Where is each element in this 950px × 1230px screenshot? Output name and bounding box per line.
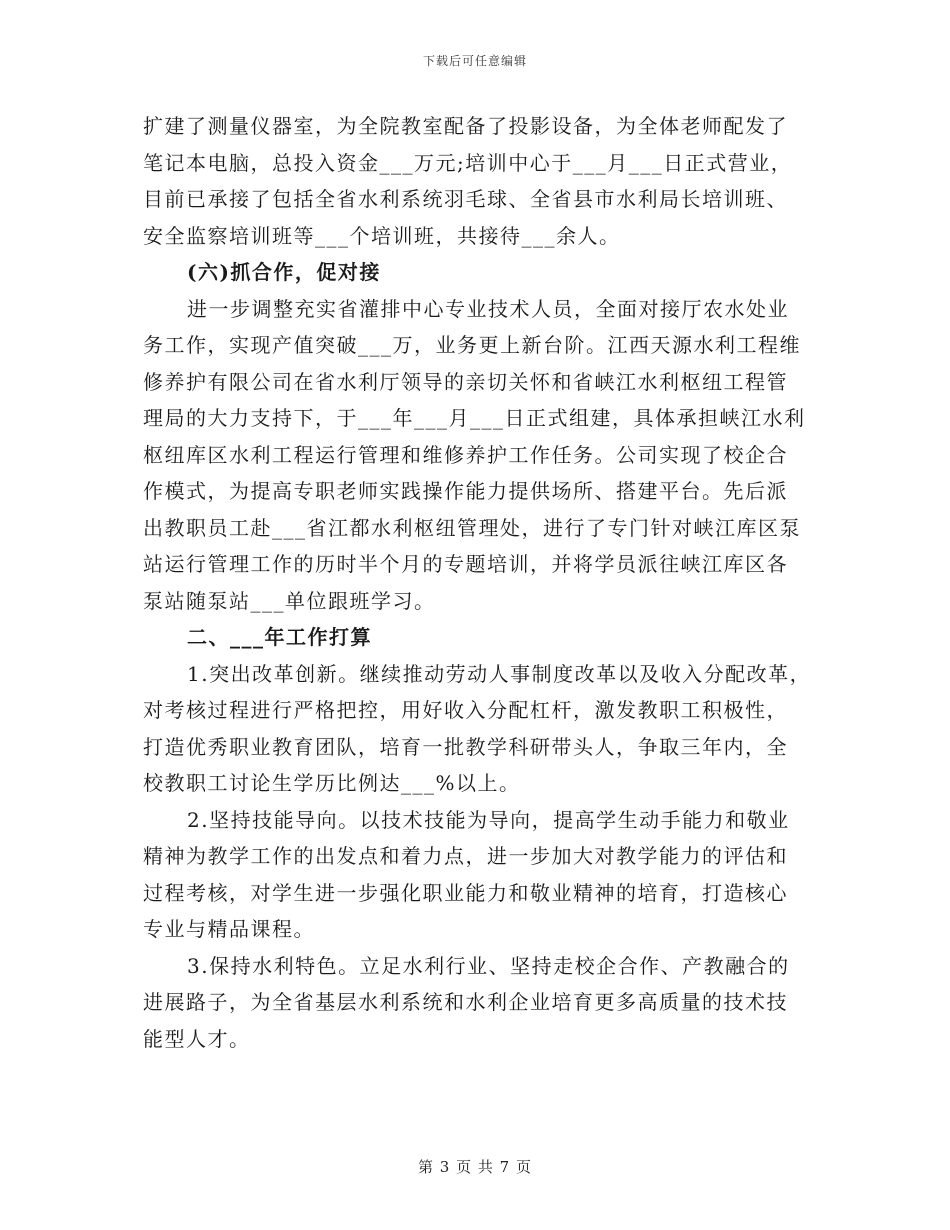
text-line: 笔记本电脑，总投入资金___万元;培训中心于___月___日正式营业，: [143, 150, 793, 175]
section-heading: (六)抓合作，促对接: [187, 260, 381, 284]
page-header: 下载后可任意编辑: [422, 54, 527, 68]
paragraph-first-line: 进一步调整充实省灌排中心专业技术人员，全面对接厅农水处业: [187, 296, 789, 321]
document-body: [143, 108, 813, 1057]
text-line: 站运行管理工作的历时半个月的专题培训，并将学员派往峡江库区各: [143, 552, 788, 576]
text-line: 打造优秀职业教育团队，培育一批教学科研带头人，争取三年内，全: [143, 734, 788, 759]
text-line: 目前已承接了包括全省水利系统羽毛球、全省县市水利局长培训班、: [143, 187, 788, 211]
text-line: 对考核过程进行严格把控，用好收入分配杠杆，激发教职工积极性，: [143, 698, 788, 722]
text-line: 务工作，实现产值突破___万，业务更上新台阶。江西天源水利工程维: [143, 333, 801, 357]
text-line: 校教职工讨论生学历比例达___%以上。: [143, 771, 521, 795]
text-line: 进展路子，为全省基层水利系统和水利企业培育更多高质量的技术技: [143, 990, 788, 1014]
text-line: 修养护有限公司在省水利厅领导的亲切关怀和省峡江水利枢纽工程管: [143, 369, 788, 394]
section-heading: 二、___年工作打算: [187, 625, 372, 649]
paragraph-first-line: 2.坚持技能导向。以技术技能为导向，提高学生动手能力和敬业: [187, 807, 790, 832]
page-number: 第 3 页 共 7 页: [418, 1158, 532, 1176]
text-line: 理局的大力支持下，于___年___月___日正式组建，具体承担峡江水利: [143, 406, 806, 430]
text-line: 出教职员工赴___省江都水利枢纽管理处，进行了专门针对峡江库区泵: [143, 515, 801, 540]
text-line: 过程考核，对学生进一步强化职业能力和敬业精神的培育，打造核心: [143, 880, 788, 905]
text-line: 安全监察培训班等___个培训班，共接待___余人。: [143, 223, 621, 248]
text-line: 专业与精品课程。: [143, 917, 315, 941]
text-line: 扩建了测量仪器室，为全院教室配备了投影设备，为全体老师配发了: [143, 114, 788, 138]
text-line: 作模式，为提高专职老师实践操作能力提供场所、搭建平台。先后派: [143, 479, 788, 503]
paragraph-first-line: 3.保持水利特色。立足水利行业、坚持走校企合作、产教融合的: [187, 953, 790, 978]
text-line: 泵站随泵站___单位跟班学习。: [143, 588, 436, 613]
text-line: 精神为教学工作的出发点和着力点，进一步加大对教学能力的评估和: [143, 844, 788, 868]
paragraph-first-line: 1.突出改革创新。继续推动劳动人事制度改革以及收入分配改革，: [187, 661, 812, 686]
text-line: 枢纽库区水利工程运行管理和维修养护工作任务。公司实现了校企合: [143, 442, 788, 467]
text-line: 能型人才。: [143, 1026, 251, 1051]
